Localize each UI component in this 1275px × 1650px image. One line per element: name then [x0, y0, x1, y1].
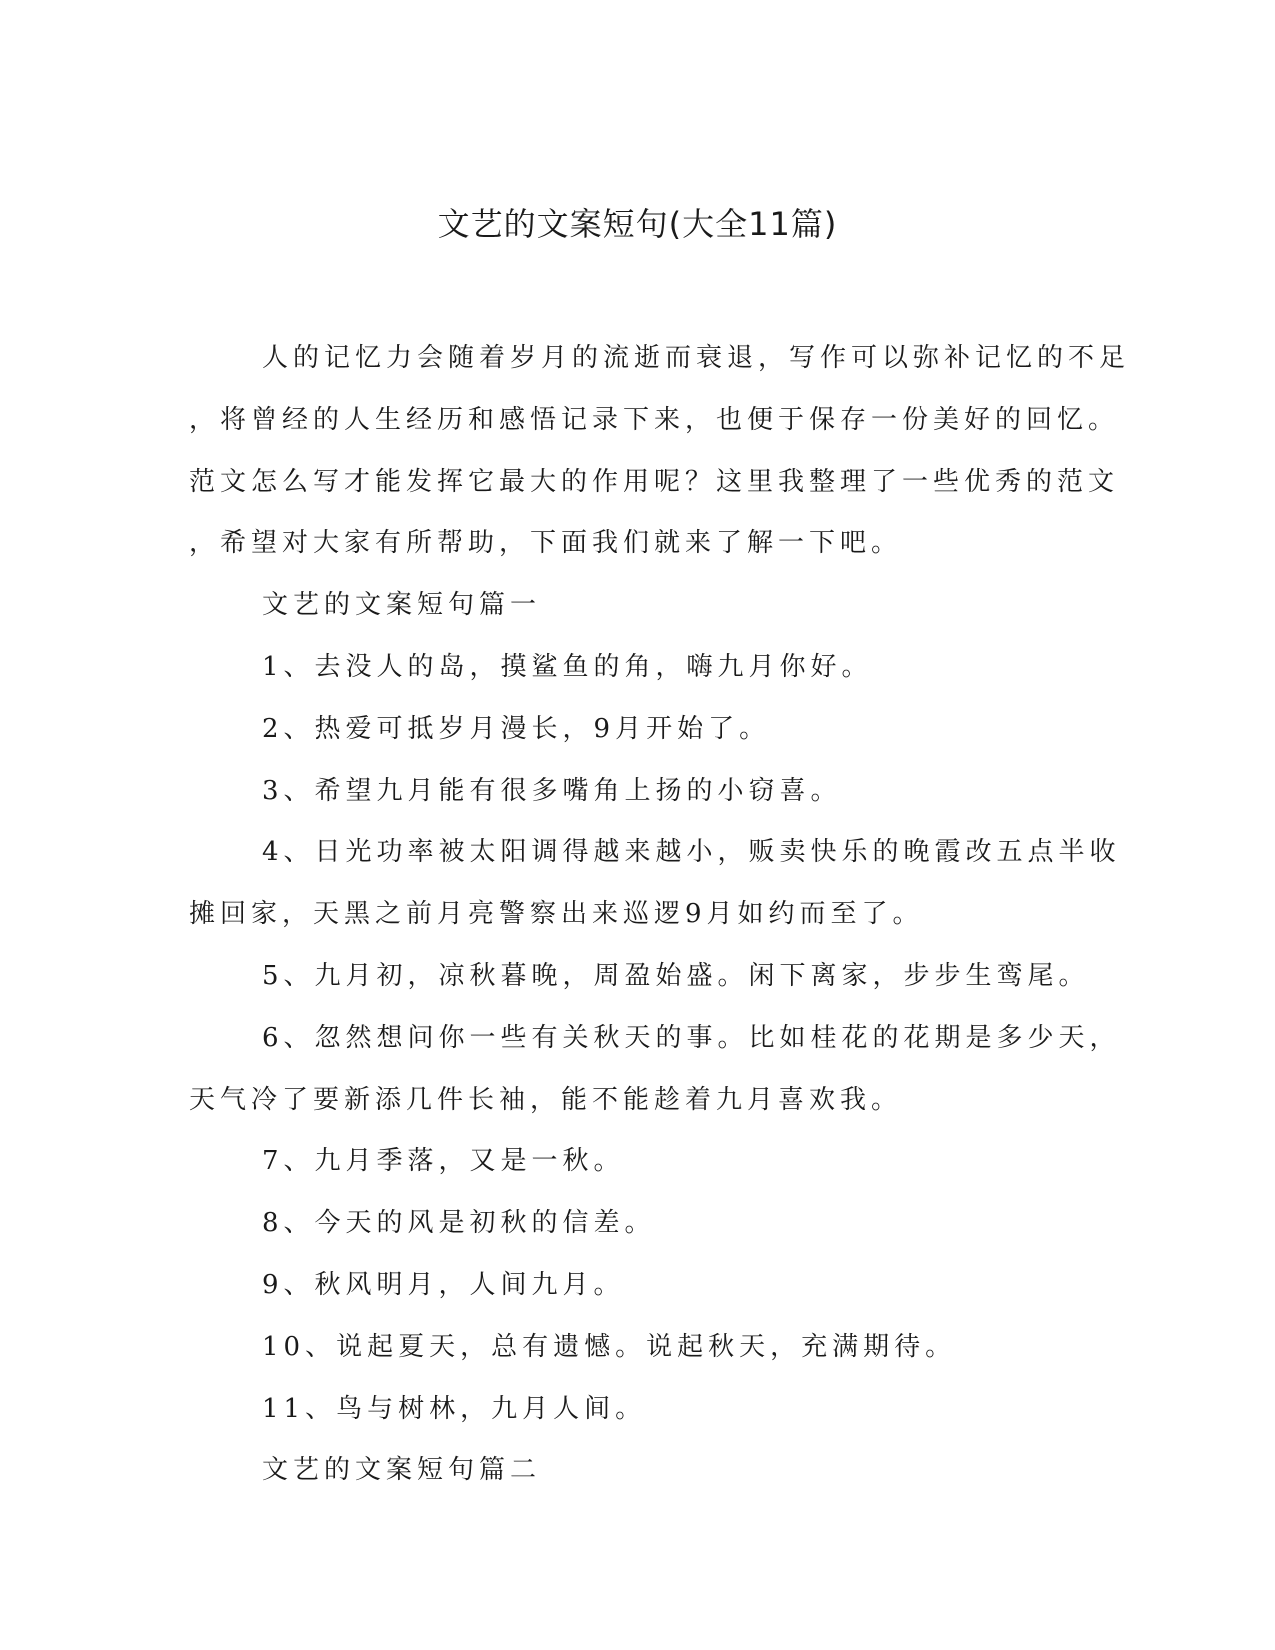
list-item: 11、鸟与树林，九月人间。	[262, 1393, 647, 1424]
section-heading: 文艺的文案短句篇一	[262, 590, 542, 621]
list-item-continuation: 天气冷了要新添几件长袖，能不能趁着九月喜欢我。	[189, 1084, 903, 1115]
list-item: 2、热爱可抵岁月漫长，9月开始了。	[262, 713, 771, 744]
paragraph-line: ，希望对大家有所帮助，下面我们就来了解一下吧。	[189, 528, 903, 559]
section-heading: 文艺的文案短句篇二	[262, 1455, 542, 1486]
paragraph-line: 人的记忆力会随着岁月的流逝而衰退，写作可以弥补记忆的不足	[262, 343, 1131, 373]
paragraph-line: 范文怎么写才能发挥它最大的作用呢？这里我整理了一些优秀的范文	[189, 466, 1120, 497]
list-item: 9、秋风明月，人间九月。	[262, 1269, 625, 1300]
paragraph-line: ，将曾经的人生经历和感悟记录下来，也便于保存一份美好的回忆。	[189, 404, 1120, 435]
list-item: 4、日光功率被太阳调得越来越小，贩卖快乐的晚霞改五点半收	[262, 837, 1121, 868]
list-item: 6、忽然想问你一些有关秋天的事。比如桂花的花期是多少天，	[262, 1022, 1121, 1053]
list-item: 10、说起夏天，总有遗憾。说起秋天，充满期待。	[262, 1331, 957, 1362]
list-item: 1、去没人的岛，摸鲨鱼的角，嗨九月你好。	[262, 651, 873, 682]
list-item: 3、希望九月能有很多嘴角上扬的小窃喜。	[262, 775, 842, 806]
list-item-continuation: 摊回家，天黑之前月亮警察出来巡逻9月如约而至了。	[189, 899, 924, 930]
document-body	[189, 328, 1131, 1502]
document-title: 文艺的文案短句(大全11篇)	[437, 205, 838, 243]
list-item: 5、九月初，凉秋暮晚，周盈始盛。闲下离家，步步生鸾尾。	[262, 960, 1090, 991]
list-item: 7、九月季落，又是一秋。	[262, 1146, 625, 1177]
list-item: 8、今天的风是初秋的信差。	[262, 1208, 656, 1239]
